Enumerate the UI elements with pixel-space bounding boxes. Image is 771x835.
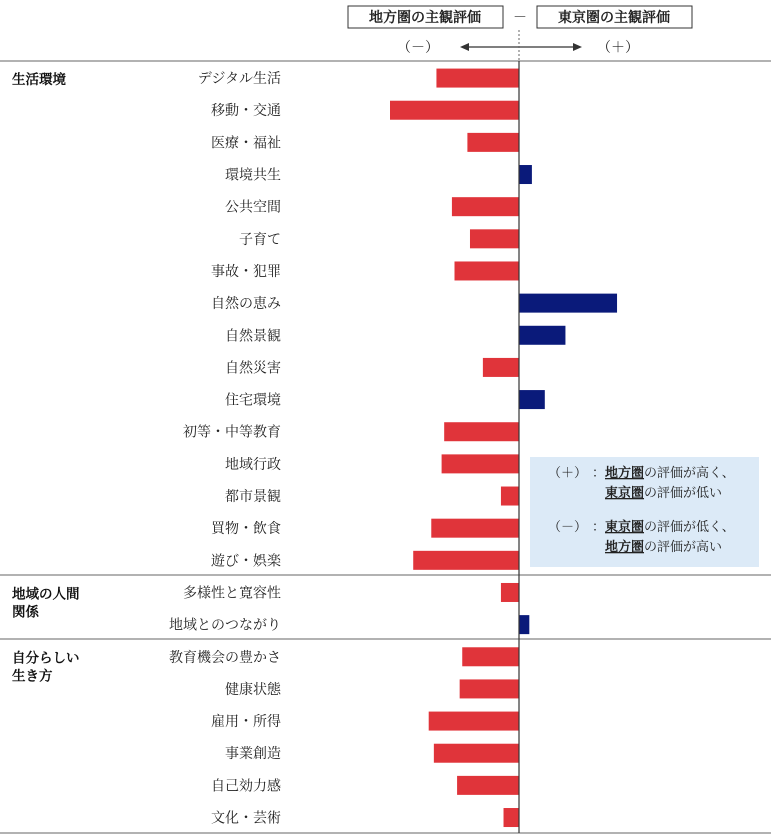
chart-frame <box>0 30 771 833</box>
bar-negative <box>442 454 519 473</box>
category-label: 事故・犯罪 <box>211 263 281 280</box>
category-label: 事業創造 <box>225 746 281 763</box>
category-label: 都市景観 <box>225 489 281 506</box>
minus-operator: － <box>513 10 527 26</box>
category-label: 自己効力感 <box>211 778 281 795</box>
bar-negative <box>501 583 519 602</box>
category-label: デジタル生活 <box>197 71 281 88</box>
note-positive-tag: （＋） <box>548 466 588 481</box>
category-label: 初等・中等教育 <box>183 424 281 441</box>
bar-positive <box>519 294 617 313</box>
bar-negative <box>462 647 519 666</box>
category-label: 医療・福祉 <box>211 135 281 152</box>
note-positive-colon: ： <box>592 466 606 481</box>
negative-direction-label: （－） <box>397 40 439 56</box>
bar-negative <box>457 776 519 795</box>
note-negative-line2: 地方圏の評価が高い <box>605 540 723 555</box>
category-label: 地域行政 <box>225 456 281 473</box>
note-negative-line1: 東京圏の評価が低く、 <box>605 520 735 535</box>
group-label-2-line1: 生き方 <box>12 668 53 685</box>
bar-negative <box>501 487 519 506</box>
bar-negative <box>429 712 519 731</box>
category-label: 自然災害 <box>225 360 281 377</box>
category-label: 自然景観 <box>225 328 281 345</box>
bar-negative <box>460 679 519 698</box>
category-label: 公共空間 <box>225 199 281 216</box>
category-label: 教育機会の豊かさ <box>169 649 281 666</box>
bar-negative <box>436 69 519 88</box>
group-label-2-line0: 自分らしい <box>12 650 80 667</box>
note-positive-line1: 地方圏の評価が高く、 <box>605 466 735 481</box>
chart-header <box>348 6 692 56</box>
bar-positive <box>519 390 545 409</box>
bars-layer <box>12 69 617 827</box>
group-label-1-line1: 関係 <box>12 604 39 621</box>
category-label: 移動・交通 <box>211 103 281 120</box>
category-label: 文化・芸術 <box>211 810 281 827</box>
category-label: 自然の恵み <box>211 296 281 313</box>
left-term-label: 地方圏の主観評価 <box>369 10 481 26</box>
bar-positive <box>519 165 532 184</box>
category-label: 買物・飲食 <box>211 521 281 538</box>
legend-note <box>530 457 759 567</box>
bar-negative <box>431 519 519 538</box>
bar-negative <box>483 358 519 377</box>
bar-negative <box>470 229 519 248</box>
bar-negative <box>390 101 519 120</box>
bar-negative <box>452 197 519 216</box>
bar-positive <box>519 615 529 634</box>
category-label: 雇用・所得 <box>211 714 281 731</box>
right-term-label: 東京圏の主観評価 <box>558 10 670 26</box>
note-positive-line2: 東京圏の評価が低い <box>605 486 723 501</box>
category-label: 住宅環境 <box>225 392 281 409</box>
bar-positive <box>519 326 565 345</box>
positive-direction-label: （＋） <box>597 40 639 56</box>
note-negative-tag: （－） <box>548 520 588 535</box>
category-label: 遊び・娯楽 <box>211 553 281 570</box>
bar-negative <box>444 422 519 441</box>
category-label: 多様性と寛容性 <box>183 585 281 602</box>
bar-negative <box>434 744 519 763</box>
bar-negative <box>504 808 519 827</box>
category-label: 子育て <box>239 231 281 248</box>
bar-negative <box>455 261 520 280</box>
group-label-1-line0: 地域の人間 <box>12 586 80 603</box>
category-label: 健康状態 <box>225 681 281 698</box>
bar-negative <box>467 133 519 152</box>
category-label: 環境共生 <box>225 167 281 184</box>
note-negative-colon: ： <box>592 520 606 535</box>
bar-negative <box>413 551 519 570</box>
double-arrow-icon <box>460 43 582 51</box>
category-label: 地域とのつながり <box>169 617 281 634</box>
group-label-0: 生活環境 <box>12 72 66 88</box>
